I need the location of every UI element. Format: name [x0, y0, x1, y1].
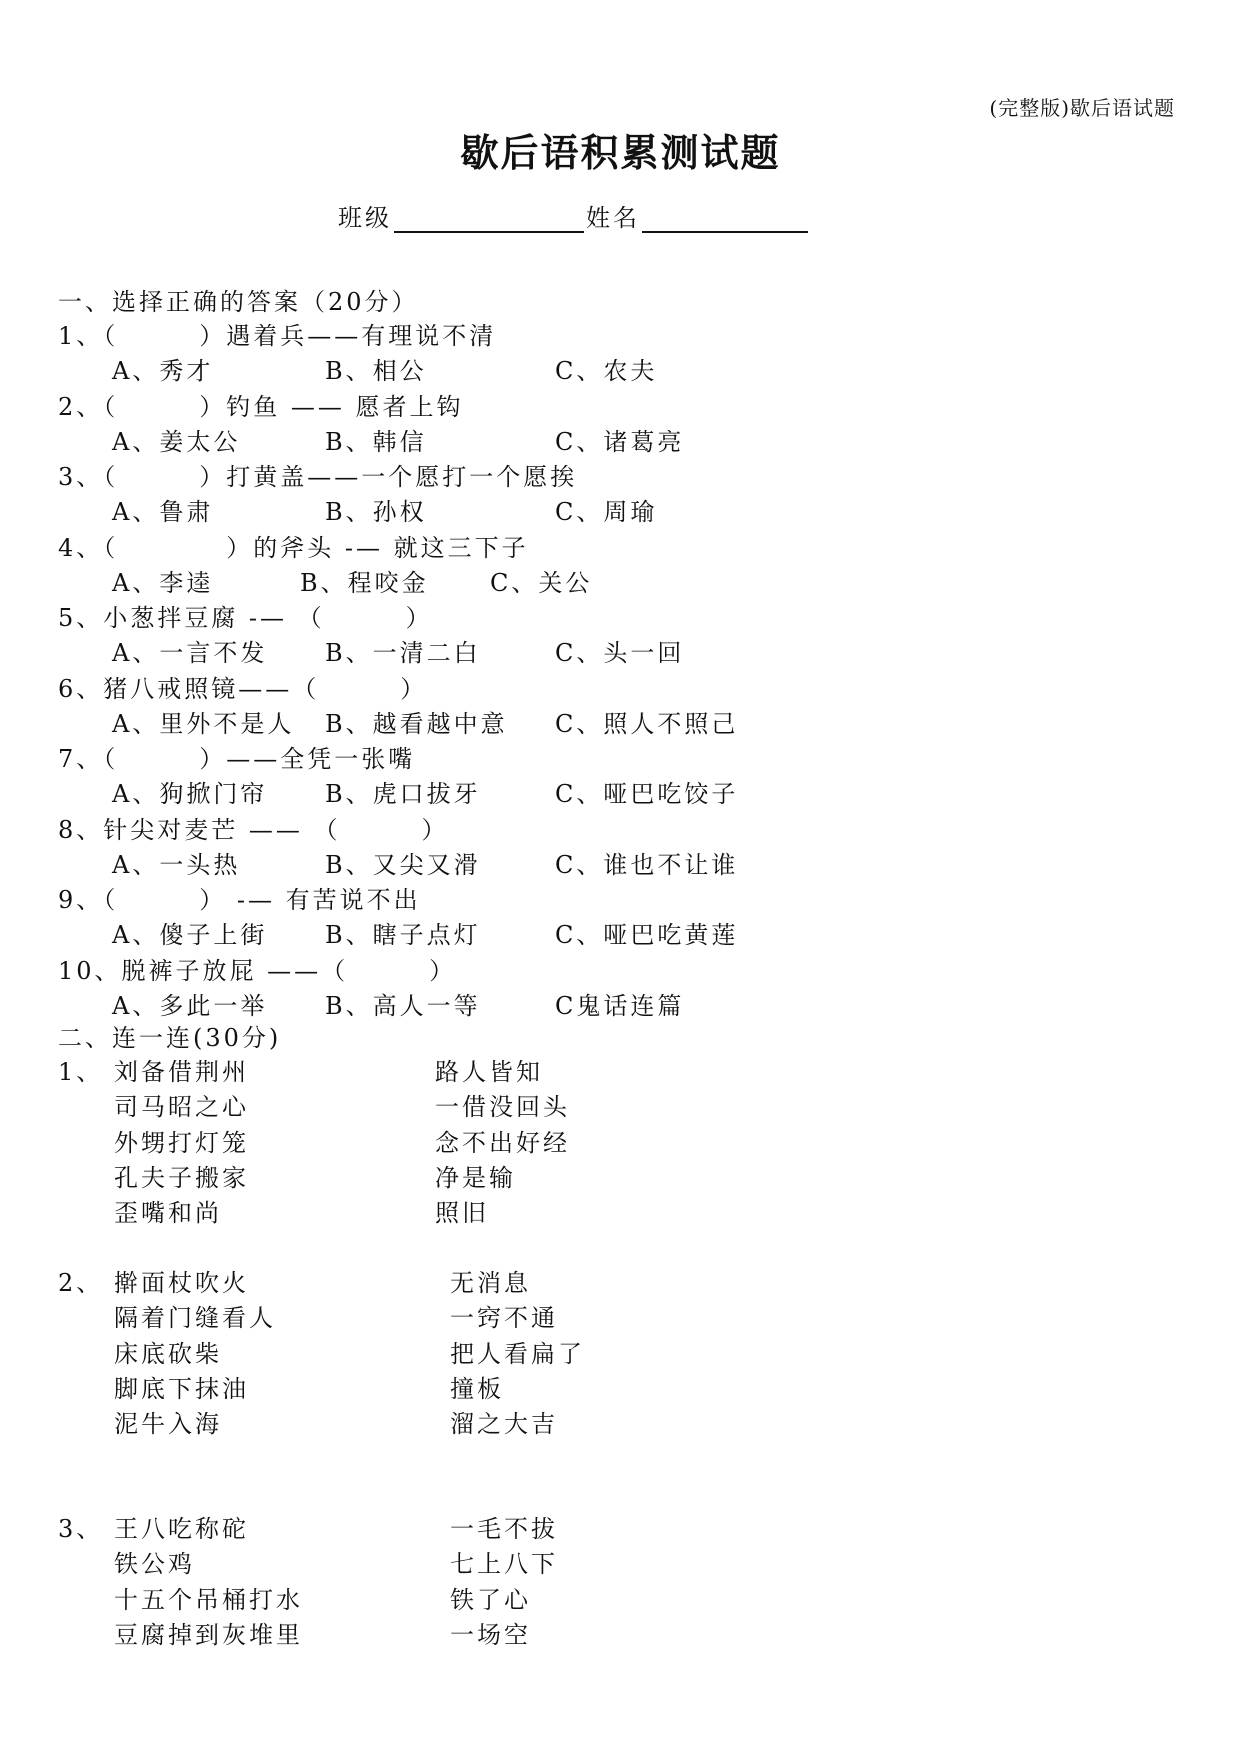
match-right-item: 无消息 [450, 1269, 531, 1297]
answer-option: B、虎口拔牙 [325, 780, 481, 808]
answer-option: B、又尖又滑 [325, 850, 481, 879]
answer-option: A、一头热 [112, 850, 241, 879]
match-left-item: 擀面杖吹火 [114, 1269, 249, 1297]
answer-option: C、关公 [490, 568, 593, 597]
match-right-item: 念不出好经 [435, 1128, 570, 1157]
match-left-item: 豆腐掉到灰堆里 [114, 1620, 303, 1649]
question-stem: 4、（ ）的斧头 -— 就这三下子 [58, 533, 529, 562]
match-left-item: 十五个吊桶打水 [114, 1585, 303, 1614]
answer-option: C、农夫 [555, 357, 658, 385]
match-left-item: 脚底下抹油 [114, 1374, 249, 1403]
answer-option: C鬼话连篇 [555, 991, 685, 1020]
match-right-item: 一场空 [450, 1620, 531, 1649]
match-left-item: 隔着门缝看人 [114, 1304, 276, 1333]
match-right-item: 撞板 [450, 1374, 504, 1403]
match-right-item: 溜之大吉 [450, 1410, 558, 1439]
answer-option: A、狗掀门帘 [112, 780, 268, 808]
match-left-item: 泥牛入海 [114, 1410, 222, 1439]
group-number: 1、 [58, 1058, 104, 1086]
answer-option: C、照人不照己 [555, 709, 739, 738]
question-stem: 1、（ ）遇着兵——有理说不清 [58, 322, 497, 350]
student-info [338, 198, 810, 233]
question-stem: 6、猪八戒照镜——（ ） [58, 674, 428, 703]
match-left-item: 王八吃称砣 [114, 1515, 249, 1543]
class-label: 班级 [338, 204, 392, 232]
answer-option: A、李逵 [112, 568, 214, 597]
name-label: 姓名 [586, 204, 640, 232]
answer-option: A、傻子上街 [112, 921, 268, 949]
class-blank[interactable] [394, 203, 584, 233]
match-right-item: 一毛不拔 [450, 1515, 558, 1543]
match-right-item: 七上八下 [450, 1550, 558, 1579]
match-right-item: 把人看扁了 [450, 1339, 585, 1368]
match-right-item: 一借没回头 [435, 1093, 570, 1122]
name-blank[interactable] [642, 203, 808, 233]
question-stem: 8、针尖对麦芒 —— （ ） [58, 815, 449, 844]
answer-option: B、瞎子点灯 [325, 921, 481, 949]
match-right-item: 照旧 [435, 1199, 489, 1228]
section1-heading: 一、选择正确的答案（20分） [58, 288, 419, 316]
group-number: 2、 [58, 1269, 104, 1297]
question-stem: 2、（ ）钓鱼 —— 愿者上钩 [58, 392, 464, 421]
page-title: 歇后语积累测试题 [460, 131, 781, 175]
match-left-item: 铁公鸡 [114, 1550, 195, 1579]
answer-option: A、里外不是人 [112, 709, 295, 738]
answer-option: A、鲁肃 [112, 498, 214, 526]
answer-option: C、周瑜 [555, 498, 658, 526]
match-right-item: 净是输 [435, 1163, 516, 1192]
match-right-item: 一窍不通 [450, 1304, 558, 1333]
header-note: (完整版)歇后语试题 [989, 96, 1175, 120]
question-stem: 7、（ ）——全凭一张嘴 [58, 745, 416, 773]
answer-option: B、越看越中意 [325, 709, 508, 738]
answer-option: C、哑巴吃黄莲 [555, 921, 739, 949]
match-left-item: 床底砍柴 [114, 1339, 222, 1368]
group-number: 3、 [58, 1515, 104, 1543]
match-left-item: 司马昭之心 [114, 1093, 249, 1122]
match-right-item: 铁了心 [450, 1585, 531, 1614]
question-stem: 3、（ ）打黄盖——一个愿打一个愿挨 [58, 463, 578, 491]
match-left-item: 孔夫子搬家 [114, 1163, 249, 1192]
question-stem: 9、（ ） -— 有苦说不出 [58, 886, 421, 914]
answer-option: B、韩信 [325, 427, 427, 456]
answer-option: B、程咬金 [300, 568, 429, 597]
match-left-item: 歪嘴和尚 [114, 1199, 222, 1228]
answer-option: B、孙权 [325, 498, 427, 526]
answer-option: A、秀才 [112, 357, 214, 385]
question-stem: 10、脱裤子放屁 ——（ ） [58, 956, 457, 985]
answer-option: B、高人一等 [325, 991, 481, 1020]
answer-option: C、诸葛亮 [555, 427, 685, 456]
match-right-item: 路人皆知 [435, 1058, 543, 1086]
answer-option: B、一清二白 [325, 639, 481, 667]
match-left-item: 外甥打灯笼 [114, 1128, 249, 1157]
match-left-item: 刘备借荆州 [114, 1058, 249, 1086]
answer-option: A、姜太公 [112, 427, 241, 456]
answer-option: C、头一回 [555, 639, 685, 667]
answer-option: C、哑巴吃饺子 [555, 780, 739, 808]
answer-option: A、多此一举 [112, 991, 268, 1020]
answer-option: B、相公 [325, 357, 427, 385]
answer-option: A、一言不发 [112, 639, 268, 667]
answer-option: C、谁也不让谁 [555, 850, 739, 879]
section2-heading: 二、连一连(30分) [58, 1024, 282, 1052]
question-stem: 5、小葱拌豆腐 -— （ ） [58, 604, 433, 632]
